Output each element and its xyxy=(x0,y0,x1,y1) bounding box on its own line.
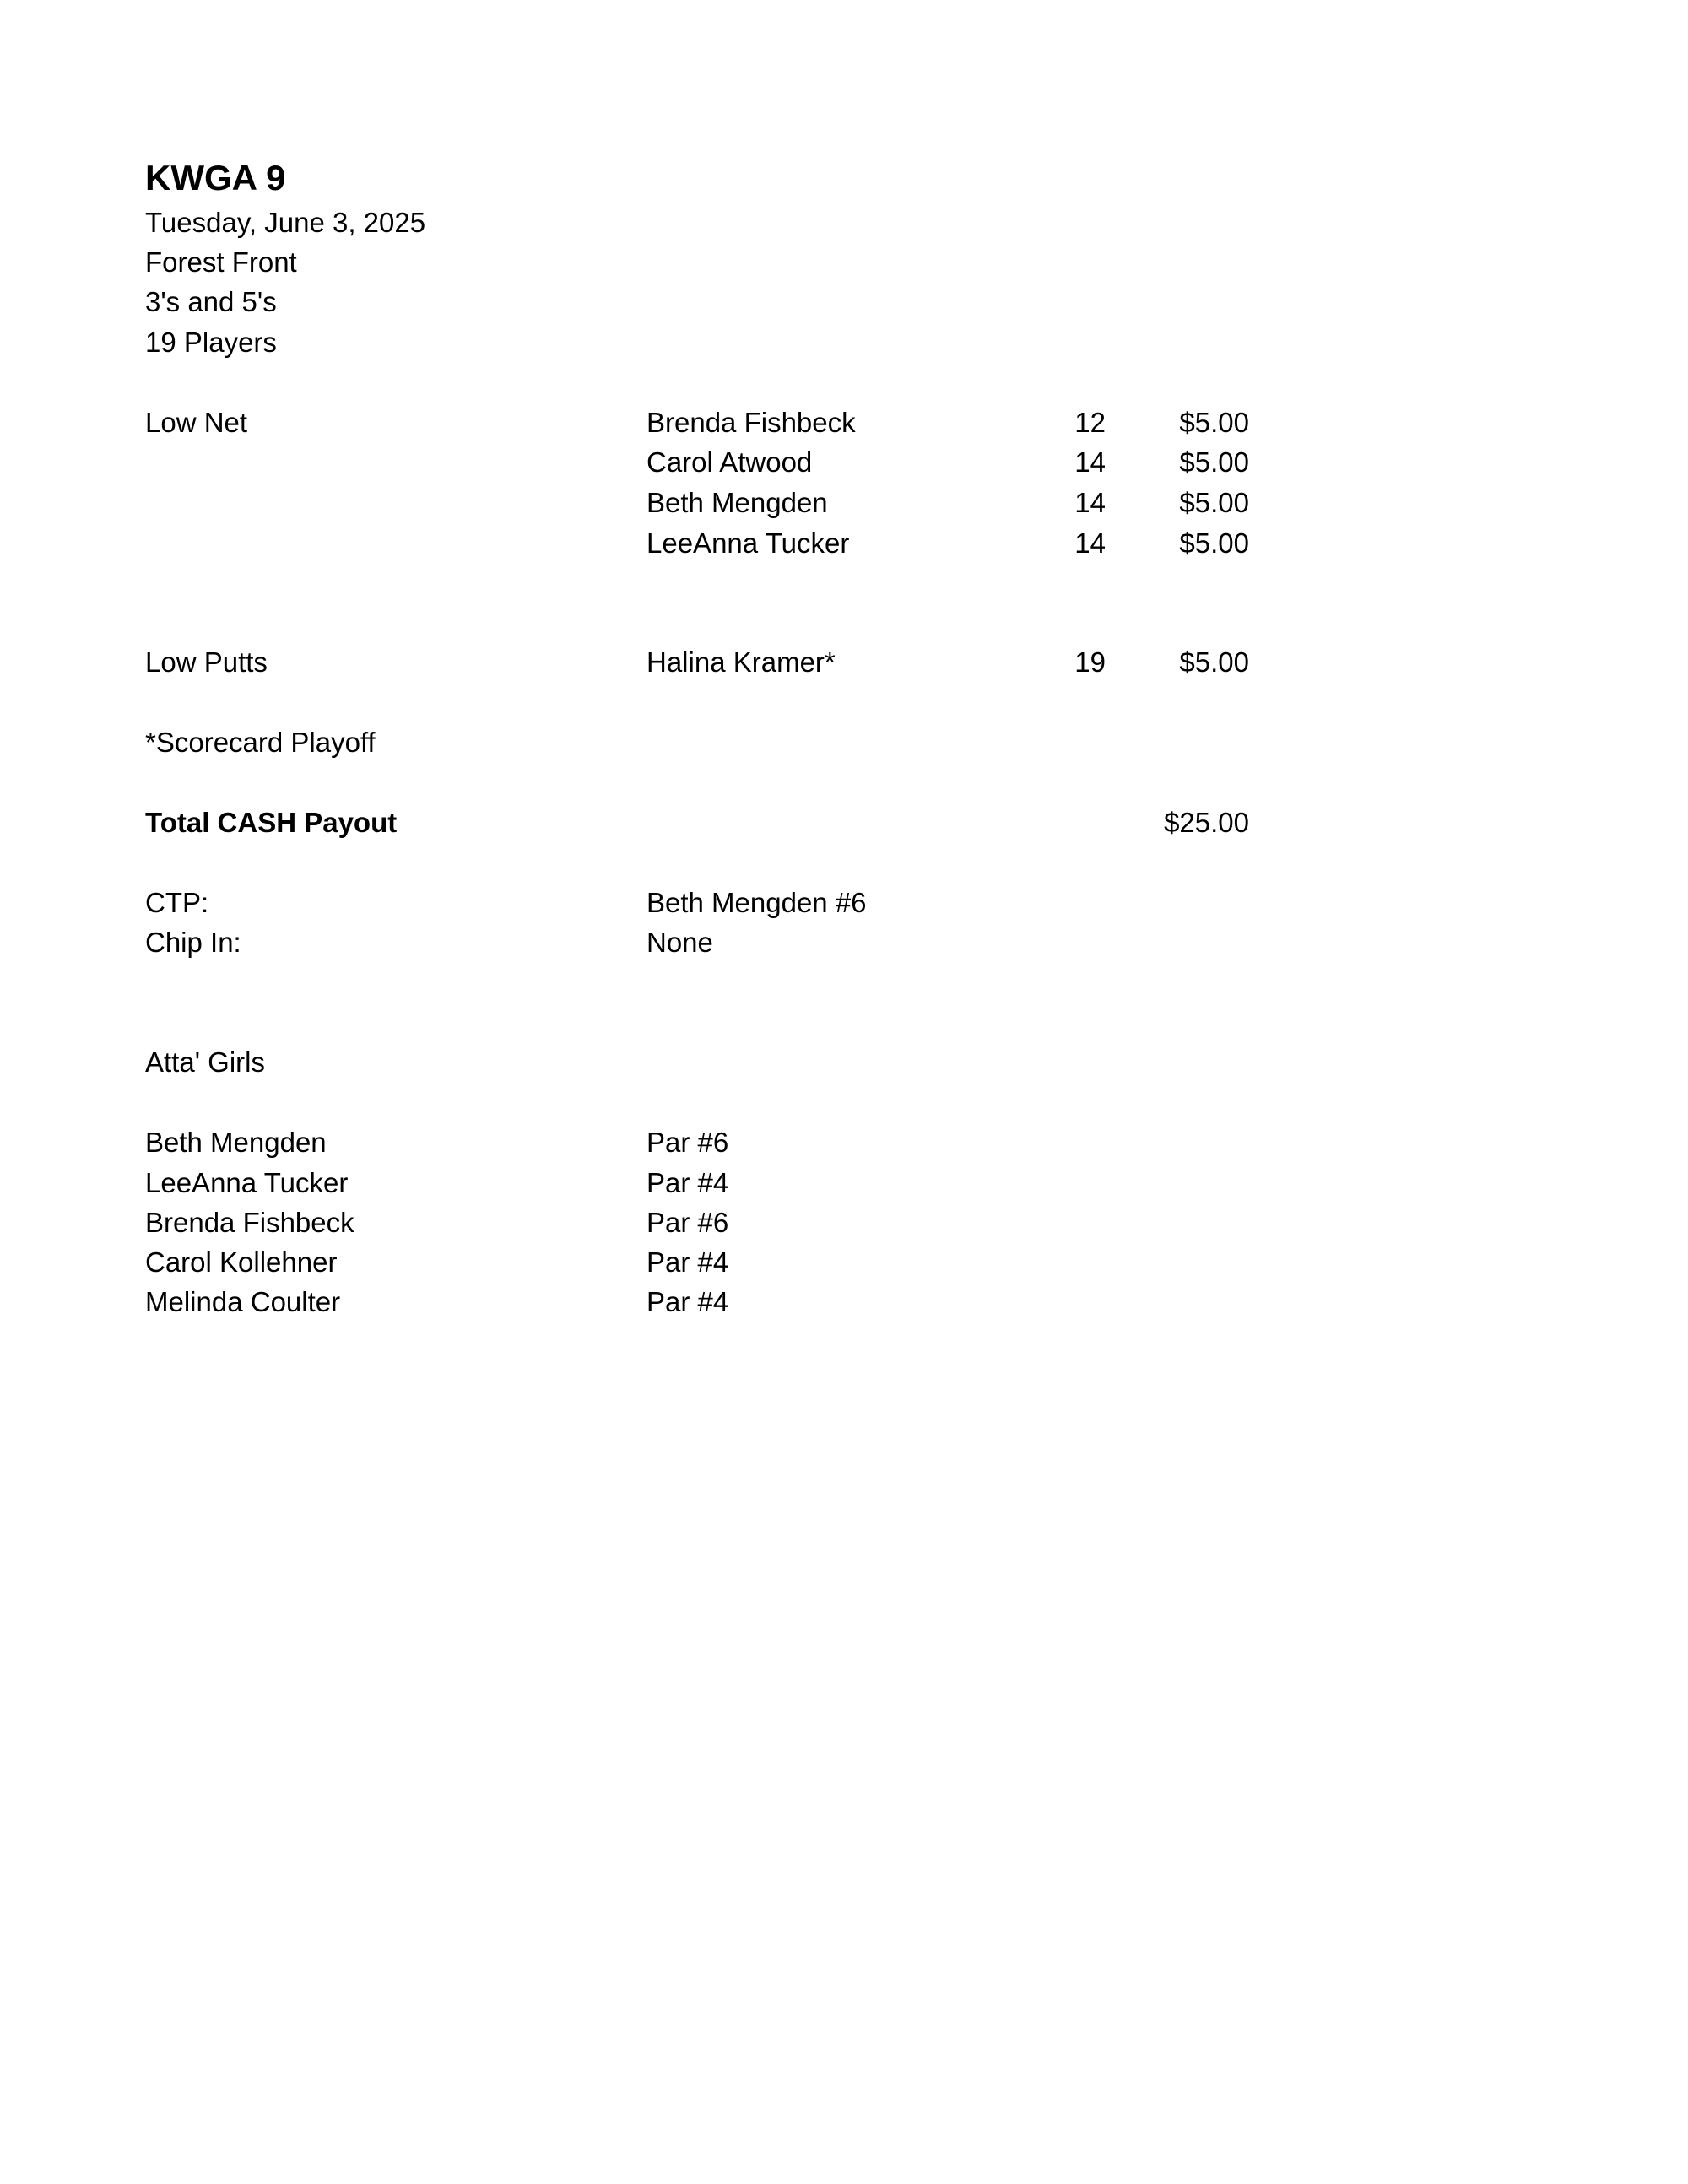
atta-girl-hole: Par #4 xyxy=(647,1167,729,1198)
atta-girl-name: LeeAnna Tucker xyxy=(145,1167,349,1198)
event-date: Tuesday, June 3, 2025 xyxy=(145,207,426,238)
chip-in-value: None xyxy=(647,927,713,958)
low-net-amount: $5.00 xyxy=(1179,446,1249,478)
player-count: 19 Players xyxy=(145,327,277,358)
atta-girls-label: Atta' Girls xyxy=(145,1046,265,1078)
atta-girl-hole: Par #6 xyxy=(647,1207,729,1238)
atta-girl-name: Carol Kollehner xyxy=(145,1246,338,1278)
page-title: KWGA 9 xyxy=(145,158,286,197)
atta-girl-name: Beth Mengden xyxy=(145,1127,327,1158)
atta-girl-hole: Par #4 xyxy=(647,1286,729,1317)
low-net-label: Low Net xyxy=(145,407,248,438)
total-cash-payout-amount: $25.00 xyxy=(1164,807,1249,838)
atta-girl-name: Melinda Coulter xyxy=(145,1286,341,1317)
low-net-score: 12 xyxy=(1074,407,1106,438)
low-net-name: Carol Atwood xyxy=(647,446,813,478)
low-net-name: Brenda Fishbeck xyxy=(647,407,856,438)
ctp-label: CTP: xyxy=(145,887,209,918)
scorecard-playoff-note: *Scorecard Playoff xyxy=(145,727,376,758)
low-net-amount: $5.00 xyxy=(1179,487,1249,518)
low-net-name: LeeAnna Tucker xyxy=(647,527,850,559)
low-net-score: 14 xyxy=(1074,446,1106,478)
low-net-amount: $5.00 xyxy=(1179,527,1249,559)
atta-girl-name: Brenda Fishbeck xyxy=(145,1207,354,1238)
low-putts-label: Low Putts xyxy=(145,646,268,678)
ctp-value: Beth Mengden #6 xyxy=(647,887,867,918)
low-net-amount: $5.00 xyxy=(1179,407,1249,438)
low-putts-score: 19 xyxy=(1074,646,1106,678)
low-net-score: 14 xyxy=(1074,487,1106,518)
low-net-score: 14 xyxy=(1074,527,1106,559)
game-format: 3's and 5's xyxy=(145,286,277,317)
low-putts-name: Halina Kramer* xyxy=(647,646,836,678)
course-name: Forest Front xyxy=(145,246,297,278)
total-cash-payout-label: Total CASH Payout xyxy=(145,807,398,838)
atta-girl-hole: Par #4 xyxy=(647,1246,729,1278)
low-putts-amount: $5.00 xyxy=(1179,646,1249,678)
low-net-name: Beth Mengden xyxy=(647,487,828,518)
chip-in-label: Chip In: xyxy=(145,927,241,958)
atta-girl-hole: Par #6 xyxy=(647,1127,729,1158)
